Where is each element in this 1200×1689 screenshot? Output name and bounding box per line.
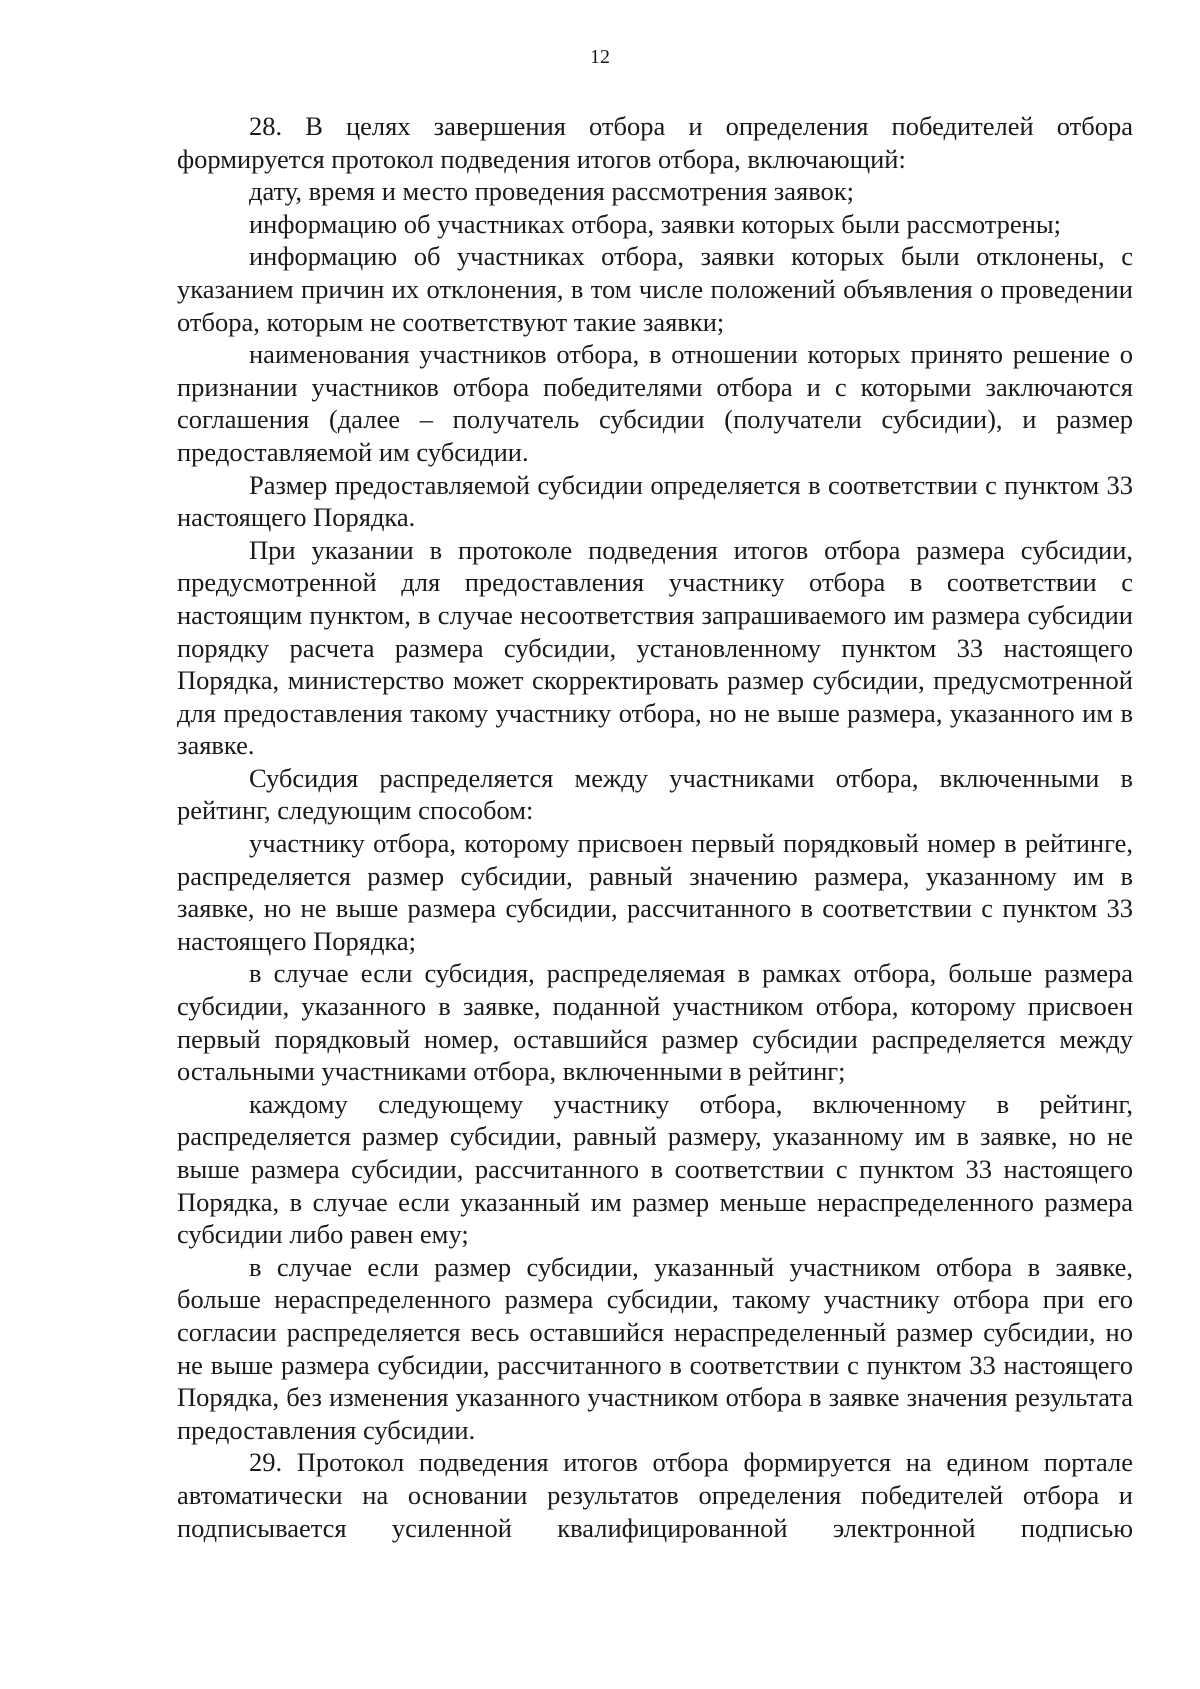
list-item-rejected: информацию об участниках отбора, заявки которых были отклонены, с указанием причин их отклонения, в том числе положений объявления о проведении отбора, которым не соответствуют такие заявки; [177,241,1133,337]
paragraph-28-intro: 28. В целях завершения отбора и определения победителей отбора формируется протокол подведения итогов отбора, включающий: [177,111,1133,174]
paragraph-subsidy-size: Размер предоставляемой субсидии определяется в соответствии с пунктом 33 настоящего Порядка. [177,469,1133,533]
list-item-first-rank: участнику отбора, которому присвоен первый порядковый номер в рейтинге, распределяется размер субсидии, равный значению размера, указанному им в заявке, но не выше размера субсидии, рассчитанного в соответствии с пунктом 33 настоящего Порядка; [177,828,1133,956]
page-number: 12 [590,46,610,68]
document-body [177,110,1133,1544]
paragraph-29: 29. Протокол подведения итогов отбора формируется на едином портале автоматически на основании результатов определения победителей отбора и подписывается усиленной квалифицированной электронной подписью [177,1447,1133,1543]
list-item-winners: наименования участников отбора, в отношении которых принято решение о признании участников отбора победителями отбора и с которыми заключаются соглашения (далее – получатель субсидии (получатели субсидии), и размер предоставляемой им субсидии. [177,339,1133,467]
list-item-reviewed: информацию об участниках отбора, заявки которых были рассмотрены; [249,208,1062,239]
paragraph-distribution-intro: Субсидия распределяется между участниками отбора, включенными в рейтинг, следующим способом: [177,762,1133,826]
list-item-date: дату, время и место проведения рассмотрения заявок; [249,176,855,207]
paragraph-protocol-correction: При указании в протоколе подведения итогов отбора размера субсидии, предусмотренной для предоставления участнику отбора в соответствии с настоящим пунктом, в случае несоответствия запрашиваемого им размера субсидии порядку расчета размера субсидии, установленному пунктом 33 настоящего Порядка, министерство может скорректировать размер субсидии, предусмотренной для предоставления такому участнику отбора, но не выше размера, указанного им в заявке. [177,534,1133,761]
list-item-remaining: в случае если субсидия, распределяемая в рамках отбора, больше размера субсидии, указанного в заявке, поданной участником отбора, которому присвоен первый порядковый номер, оставшийся размер субсидии распределяется между остальными участниками отбора, включенными в рейтинг; [177,958,1133,1087]
list-item-next-participant: каждому следующему участнику отбора, включенному в рейтинг, распределяется размер субсидии, равный размеру, указанному им в заявке, но не выше размера субсидии, рассчитанного в соответствии с пунктом 33 настоящего Порядка, в случае если указанный им размер меньше нераспределенного размера субсидии либо равен ему; [177,1088,1133,1250]
list-item-exceeding: в случае если размер субсидии, указанный участником отбора в заявке, больше нераспределенного размера субсидии, такому участнику отбора при его согласии распределяется весь оставшийся нераспределенный размер субсидии, но не выше размера субсидии, рассчитанного в соответствии с пунктом 33 настоящего Порядка, без изменения указанного участником отбора в заявке значения результата предоставления субсидии. [177,1251,1133,1445]
